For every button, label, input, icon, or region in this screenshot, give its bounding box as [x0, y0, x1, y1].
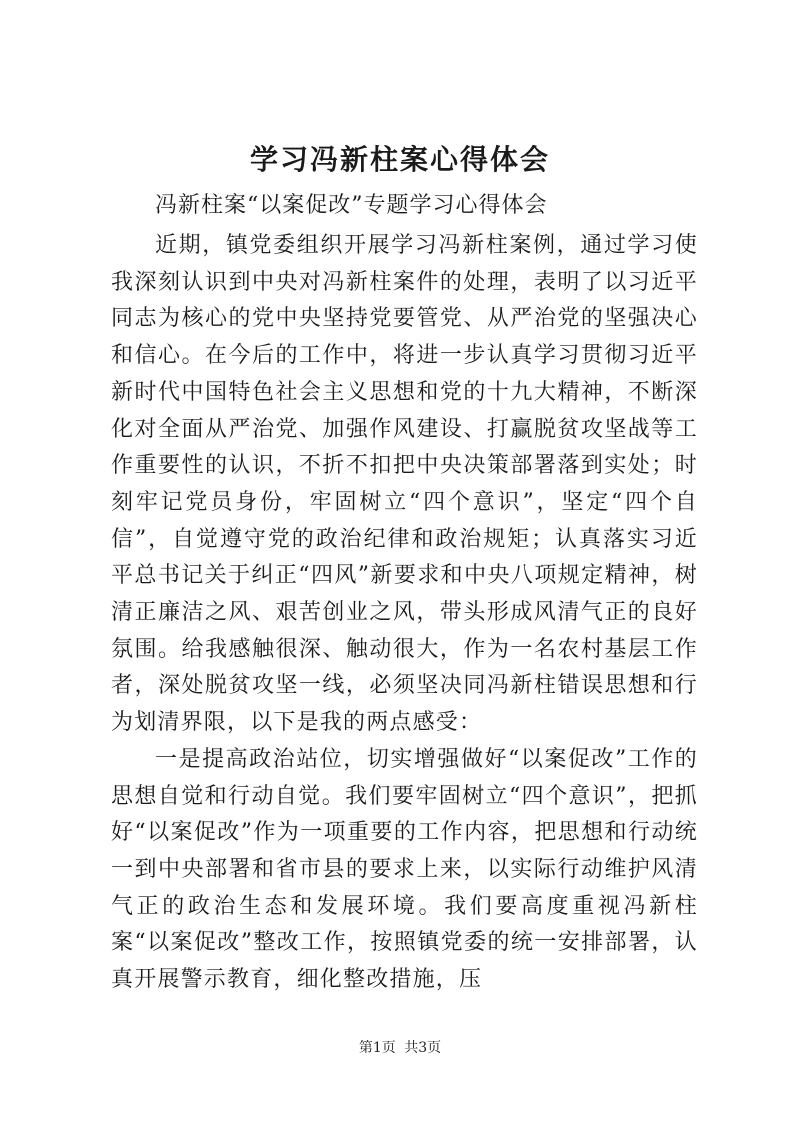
- page-number: 第1页: [358, 1040, 396, 1056]
- page-total: 共3页: [404, 1040, 442, 1056]
- document-title: 学习冯新柱案心得体会: [249, 143, 550, 176]
- body-paragraph-1: 近期，镇党委组织开展学习冯新柱案例，通过学习使我深刻认识到中央对冯新柱案件的处理，表明了以习近平同志为核心的党中央坚持党要管党、从严治党的坚强决心和信心。在今后的工作中，将进一步认真学习贯彻习近平新时代中国特色社会主义思想和党的十九大精神，不断深化对全面从严治党、加强作风建设、打赢脱贫攻坚战等工作重要性的认识，不折不扣把中央决策部署落到实处；时刻牢记党员身份，牢固树立“四个意识”，坚定“四个自信”，自觉遵守党的政治纪律和政治规矩；认真落实习近平总书记关于纠正“四风”新要求和中央八项规定精神，树清正廉洁之风、艰苦创业之风，带头形成风清气正的良好氛围。给我感触很深、触动很大，作为一名农村基层工作者，深处脱贫攻坚一线，必须坚决同冯新柱错误思想和行为划清界限，以下是我的两点感受：: [111, 233, 698, 736]
- page-footer: [0, 1038, 800, 1058]
- document-subtitle: 冯新柱案“以案促改”专题学习心得体会: [155, 193, 548, 218]
- body-paragraph-2: 一是提高政治站位，切实增强做好“以案促改”工作的思想自觉和行动自觉。我们要牢固树立“四个意识”，把抓好“以案促改”作为一项重要的工作内容，把思想和行动统一到中央部署和省市县的要求上来，以实际行动维护风清气正的政治生态和发展环境。我们要高度重视冯新柱案“以案促改”整改工作，按照镇党委的统一安排部署，认真开展警示教育，细化整改措施，压: [111, 746, 698, 993]
- document-body: [111, 228, 698, 999]
